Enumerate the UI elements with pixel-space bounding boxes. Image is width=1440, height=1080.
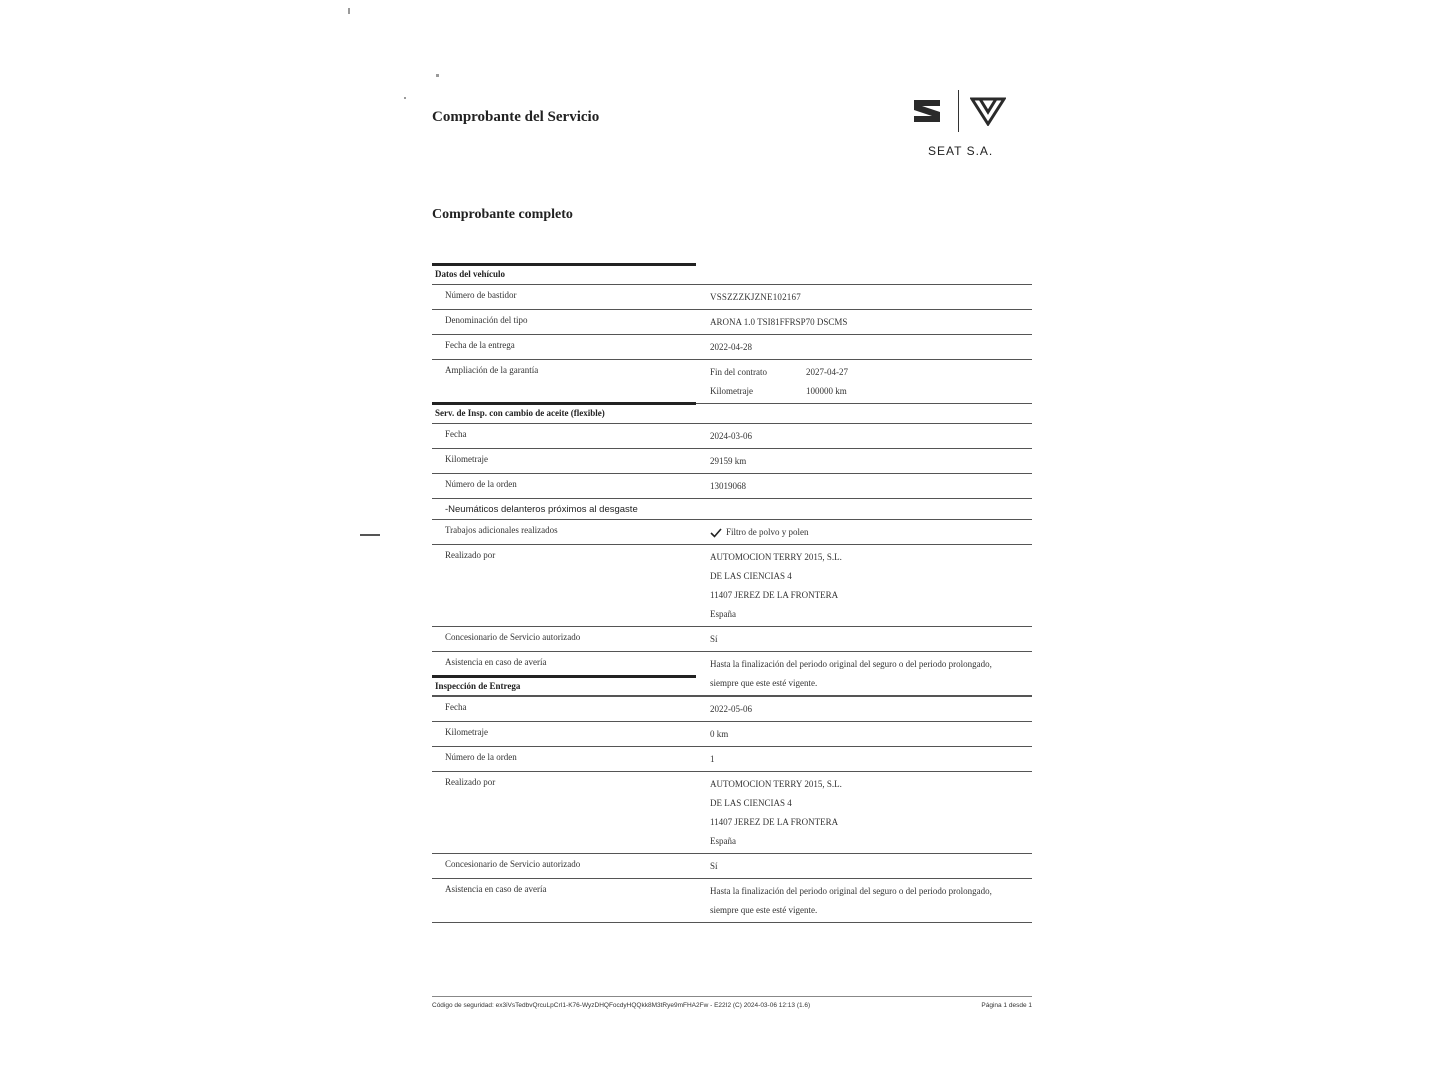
table-row [432, 772, 1032, 854]
kv-key: Kilometraje [710, 386, 753, 396]
row-label: Número de la orden [445, 752, 517, 762]
section-delivery-inspection [432, 675, 1032, 923]
row-label: Realizado por [445, 550, 496, 560]
table-row [432, 310, 1032, 335]
dealer-city: 11407 JEREZ DE LA FRONTERA [710, 590, 839, 600]
scan-speck [348, 8, 350, 14]
row-label: Denominación del tipo [445, 315, 528, 325]
assistance-value-line2: siempre que este esté vigente. [710, 678, 818, 688]
section-title: Inspección de Entrega [435, 681, 521, 691]
scan-speck [436, 74, 439, 77]
vin-value: VSSZZZKJZNE102167 [710, 292, 801, 302]
cupra-logo-icon [970, 96, 1006, 126]
logo-divider [958, 90, 959, 132]
delivery-inspection-km-value: 0 km [710, 729, 729, 739]
table-row [432, 499, 1032, 520]
row-label: Fecha [445, 429, 467, 439]
warranty-km [710, 382, 1032, 401]
page-number: Página 1 desde 1 [981, 1002, 1032, 1009]
authorized-value: Sí [710, 634, 718, 644]
table-row [432, 854, 1032, 879]
table-row [432, 697, 1032, 722]
dealer-city: 11407 JEREZ DE LA FRONTERA [710, 817, 839, 827]
extra-work-value: Filtro de polvo y polen [726, 527, 809, 537]
row-label: Trabajos adicionales realizados [445, 525, 558, 535]
table-row [432, 474, 1032, 499]
table-row [432, 424, 1032, 449]
service-order-value: 13019068 [710, 481, 746, 491]
row-label: Número de bastidor [445, 290, 517, 300]
section-title: Serv. de Insp. con cambio de aceite (flexible) [435, 408, 605, 418]
section-service-inspection [432, 402, 1032, 696]
service-date-value: 2024-03-06 [710, 431, 752, 441]
dealer-street: DE LAS CIENCIAS 4 [710, 798, 792, 808]
dealer-country: España [710, 609, 736, 619]
section-title: Datos del vehículo [435, 269, 506, 279]
dealer-street: DE LAS CIENCIAS 4 [710, 571, 792, 581]
kv-key: Fin del contrato [710, 367, 767, 377]
table-row [432, 627, 1032, 652]
section-header [432, 675, 696, 697]
table-row [432, 335, 1032, 360]
seat-cupra-logo [908, 88, 1012, 162]
table-row [432, 879, 1032, 923]
dealer-country: España [710, 836, 736, 846]
delivery-inspection-order-value: 1 [710, 754, 715, 764]
kv-value: 2027-04-27 [806, 367, 848, 377]
security-code: Código de seguridad: ex3iVsTedbvQrcuLpCrI1-K76-WyzDHQFocdyHQQkk8M3tRye9mFHA2Fw - E22I2 (C) 2024-03-06 12:13 (1.6) [432, 1002, 811, 1009]
scan-speck [404, 97, 406, 99]
row-label: Ampliación de la garantía [445, 365, 539, 375]
checkmark-icon [710, 528, 722, 538]
document-title: Comprobante del Servicio [432, 109, 600, 125]
authorized-value: Sí [710, 861, 718, 871]
type-value: ARONA 1.0 TSI81FFRSP70 DSCMS [710, 317, 848, 327]
table-row [432, 545, 1032, 627]
row-label: Número de la orden [445, 479, 517, 489]
warranty-end [710, 363, 1032, 382]
document-subtitle: Comprobante completo [432, 207, 573, 222]
row-label: Concesionario de Servicio autorizado [445, 632, 581, 642]
scan-speck [360, 534, 380, 536]
section-header [432, 263, 696, 285]
row-label: Asistencia en caso de avería [445, 884, 547, 894]
service-note: -Neumáticos delanteros próximos al desgaste [445, 504, 638, 515]
table-row [432, 449, 1032, 474]
row-label: Fecha [445, 702, 467, 712]
kv-value: 100000 km [806, 386, 847, 396]
service-km-value: 29159 km [710, 456, 747, 466]
row-label: Kilometraje [445, 454, 488, 464]
delivery-date-value: 2022-04-28 [710, 342, 752, 352]
table-row [432, 520, 1032, 545]
row-label: Concesionario de Servicio autorizado [445, 859, 581, 869]
row-label: Realizado por [445, 777, 496, 787]
assistance-value-line1: Hasta la finalización del periodo original del seguro o del periodo prolongado, [710, 886, 992, 896]
company-name: SEAT S.A. [928, 144, 994, 158]
delivery-inspection-date-value: 2022-05-06 [710, 704, 752, 714]
assistance-value-line2: siempre que este esté vigente. [710, 905, 818, 915]
dealer-name: AUTOMOCION TERRY 2015, S.L. [710, 779, 842, 789]
row-label: Fecha de la entrega [445, 340, 515, 350]
section-header [432, 402, 696, 424]
dealer-name: AUTOMOCION TERRY 2015, S.L. [710, 552, 842, 562]
table-row [432, 722, 1032, 747]
table-row [432, 285, 1032, 310]
page-footer [432, 996, 1032, 1009]
row-label: Kilometraje [445, 727, 488, 737]
extra-work [710, 523, 1032, 542]
assistance-value-line1: Hasta la finalización del periodo original del seguro o del periodo prolongado, [710, 659, 992, 669]
table-row [432, 747, 1032, 772]
table-row [432, 360, 1032, 404]
seat-logo-icon [912, 98, 942, 124]
row-label: Asistencia en caso de avería [445, 657, 547, 667]
section-vehicle-data [432, 263, 1032, 404]
